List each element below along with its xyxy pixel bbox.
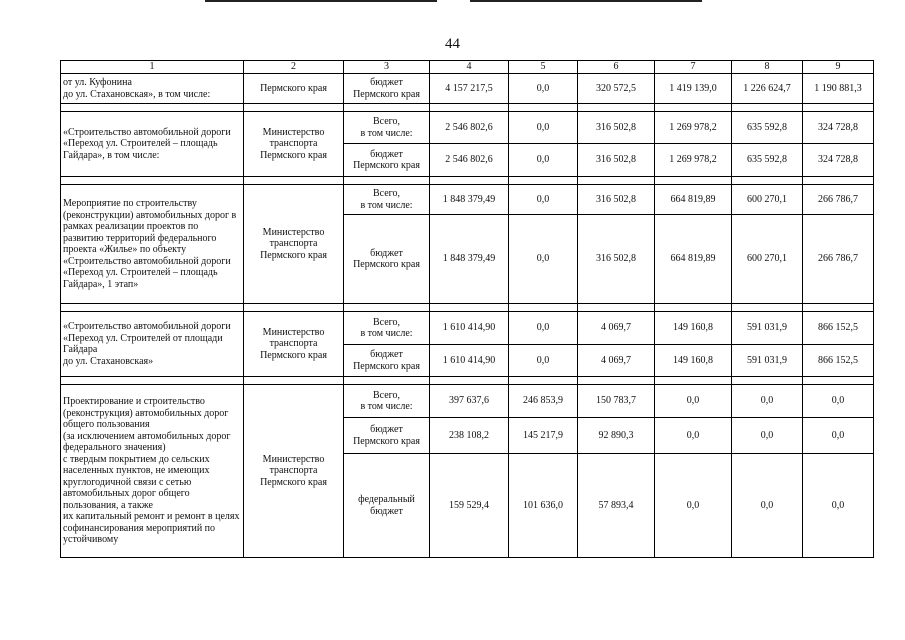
measure-name: «Строительство автомобильной дороги «Переход ул. Строителей от площади Гайдара до ул. Стахановская» [61, 312, 244, 377]
spacer-cell [244, 377, 344, 385]
value-cell: 1 190 881,3 [803, 74, 874, 104]
measure-name: Проектирование и строительство (реконструкция) автомобильных дорог общего пользования (за исключением автомобильных дорог федерального значения) с твердым покрытием до сельских населенных пунктов, не имеющих круглогодичной связи с сетью автомобильных дорог общего пользования, а также их капитальный ремонт и ремонт в целях софинансирования мероприятий по устойчивому [61, 385, 244, 558]
spacer-cell [244, 177, 344, 185]
value-cell: 0,0 [509, 312, 578, 345]
value-cell: 0,0 [655, 454, 732, 558]
value-cell: 591 031,9 [732, 345, 803, 377]
value-cell: 1 419 139,0 [655, 74, 732, 104]
value-cell: 635 592,8 [732, 144, 803, 177]
spacer-cell [578, 304, 655, 312]
executor-cell: Министерство транспорта Пермского края [244, 385, 344, 558]
value-cell: 316 502,8 [578, 185, 655, 215]
spacer-cell [430, 104, 509, 112]
value-cell: 1 269 978,2 [655, 144, 732, 177]
value-cell: 316 502,8 [578, 112, 655, 144]
funding-source: Всего, в том числе: [344, 112, 430, 144]
value-cell: 324 728,8 [803, 112, 874, 144]
value-cell: 0,0 [803, 418, 874, 454]
value-cell: 0,0 [732, 385, 803, 418]
value-cell: 92 890,3 [578, 418, 655, 454]
value-cell: 0,0 [509, 74, 578, 104]
value-cell: 149 160,8 [655, 345, 732, 377]
spacer-cell [244, 104, 344, 112]
value-cell: 1 226 624,7 [732, 74, 803, 104]
funding-source: бюджет Пермского края [344, 418, 430, 454]
funding-source: бюджет Пермского края [344, 345, 430, 377]
spacer-cell [344, 377, 430, 385]
value-cell: 1 610 414,90 [430, 312, 509, 345]
column-header-4: 4 [430, 61, 509, 74]
executor-cell: Пермского края [244, 74, 344, 104]
value-cell: 320 572,5 [578, 74, 655, 104]
value-cell: 866 152,5 [803, 312, 874, 345]
value-cell: 0,0 [509, 185, 578, 215]
funding-source: бюджет Пермского края [344, 74, 430, 104]
spacer-cell [509, 177, 578, 185]
value-cell: 1 848 379,49 [430, 215, 509, 304]
funding-source: бюджет Пермского края [344, 144, 430, 177]
value-cell: 0,0 [509, 345, 578, 377]
spacer-cell [803, 177, 874, 185]
table-row [61, 74, 874, 104]
spacer-cell [578, 177, 655, 185]
value-cell: 0,0 [732, 454, 803, 558]
value-cell: 600 270,1 [732, 215, 803, 304]
value-cell: 0,0 [655, 385, 732, 418]
value-cell: 0,0 [655, 418, 732, 454]
value-cell: 635 592,8 [732, 112, 803, 144]
value-cell: 0,0 [509, 144, 578, 177]
value-cell: 266 786,7 [803, 185, 874, 215]
column-header-2: 2 [244, 61, 344, 74]
row-spacer [61, 377, 874, 385]
value-cell: 0,0 [509, 112, 578, 144]
value-cell: 0,0 [509, 215, 578, 304]
spacer-cell [61, 177, 244, 185]
column-header-1: 1 [61, 61, 244, 74]
spacer-cell [61, 377, 244, 385]
value-cell: 0,0 [803, 385, 874, 418]
funding-source: бюджет Пермского края [344, 215, 430, 304]
header-row [61, 61, 874, 74]
measure-name: Мероприятие по строительству (реконструкции) автомобильных дорог в рамках реализации проектов по развитию территорий федерального проекта «Жилье» по объекту «Строительство автомобильной дороги «Переход ул. Строителей – площадь Гайдара», 1 этап» [61, 185, 244, 304]
value-cell: 4 157 217,5 [430, 74, 509, 104]
spacer-cell [244, 304, 344, 312]
value-cell: 101 636,0 [509, 454, 578, 558]
spacer-cell [344, 104, 430, 112]
column-header-9: 9 [803, 61, 874, 74]
value-cell: 149 160,8 [655, 312, 732, 345]
top-rule-right [470, 0, 702, 2]
value-cell: 238 108,2 [430, 418, 509, 454]
spacer-cell [430, 177, 509, 185]
spacer-cell [655, 377, 732, 385]
value-cell: 2 546 802,6 [430, 112, 509, 144]
table-row [61, 385, 874, 418]
row-spacer [61, 177, 874, 185]
spacer-cell [61, 104, 244, 112]
spacer-cell [344, 177, 430, 185]
value-cell: 57 893,4 [578, 454, 655, 558]
spacer-cell [655, 177, 732, 185]
spacer-cell [732, 177, 803, 185]
value-cell: 0,0 [732, 418, 803, 454]
value-cell: 1 269 978,2 [655, 112, 732, 144]
value-cell: 316 502,8 [578, 144, 655, 177]
spacer-cell [732, 104, 803, 112]
column-header-5: 5 [509, 61, 578, 74]
funding-source: Всего, в том числе: [344, 385, 430, 418]
measure-name: «Строительство автомобильной дороги «Переход ул. Строителей – площадь Гайдара», в том числе: [61, 112, 244, 177]
spacer-cell [578, 377, 655, 385]
funding-source: Всего, в том числе: [344, 185, 430, 215]
spacer-cell [430, 304, 509, 312]
value-cell: 1 848 379,49 [430, 185, 509, 215]
value-cell: 316 502,8 [578, 215, 655, 304]
budget-table [60, 60, 874, 558]
row-spacer [61, 104, 874, 112]
row-spacer [61, 304, 874, 312]
value-cell: 4 069,7 [578, 312, 655, 345]
table-row [61, 112, 874, 144]
value-cell: 246 853,9 [509, 385, 578, 418]
spacer-cell [803, 304, 874, 312]
spacer-cell [732, 304, 803, 312]
value-cell: 159 529,4 [430, 454, 509, 558]
column-header-7: 7 [655, 61, 732, 74]
value-cell: 397 637,6 [430, 385, 509, 418]
spacer-cell [578, 104, 655, 112]
value-cell: 150 783,7 [578, 385, 655, 418]
page-number: 44 [445, 36, 460, 52]
funding-source: Всего, в том числе: [344, 312, 430, 345]
column-header-6: 6 [578, 61, 655, 74]
value-cell: 145 217,9 [509, 418, 578, 454]
value-cell: 324 728,8 [803, 144, 874, 177]
spacer-cell [655, 104, 732, 112]
spacer-cell [509, 377, 578, 385]
top-rule-left [205, 0, 437, 2]
value-cell: 1 610 414,90 [430, 345, 509, 377]
spacer-cell [61, 304, 244, 312]
spacer-cell [655, 304, 732, 312]
executor-cell: Министерство транспорта Пермского края [244, 185, 344, 304]
value-cell: 591 031,9 [732, 312, 803, 345]
value-cell: 2 546 802,6 [430, 144, 509, 177]
spacer-cell [803, 377, 874, 385]
spacer-cell [732, 377, 803, 385]
table-row [61, 185, 874, 215]
column-header-8: 8 [732, 61, 803, 74]
value-cell: 266 786,7 [803, 215, 874, 304]
executor-cell: Министерство транспорта Пермского края [244, 312, 344, 377]
spacer-cell [344, 304, 430, 312]
value-cell: 600 270,1 [732, 185, 803, 215]
executor-cell: Министерство транспорта Пермского края [244, 112, 344, 177]
spacer-cell [803, 104, 874, 112]
column-header-3: 3 [344, 61, 430, 74]
value-cell: 664 819,89 [655, 215, 732, 304]
spacer-cell [430, 377, 509, 385]
value-cell: 664 819,89 [655, 185, 732, 215]
spacer-cell [509, 104, 578, 112]
value-cell: 0,0 [803, 454, 874, 558]
value-cell: 4 069,7 [578, 345, 655, 377]
value-cell: 866 152,5 [803, 345, 874, 377]
table-row [61, 312, 874, 345]
spacer-cell [509, 304, 578, 312]
measure-name: от ул. Куфонина до ул. Стахановская», в том числе: [61, 74, 244, 104]
funding-source: федеральный бюджет [344, 454, 430, 558]
